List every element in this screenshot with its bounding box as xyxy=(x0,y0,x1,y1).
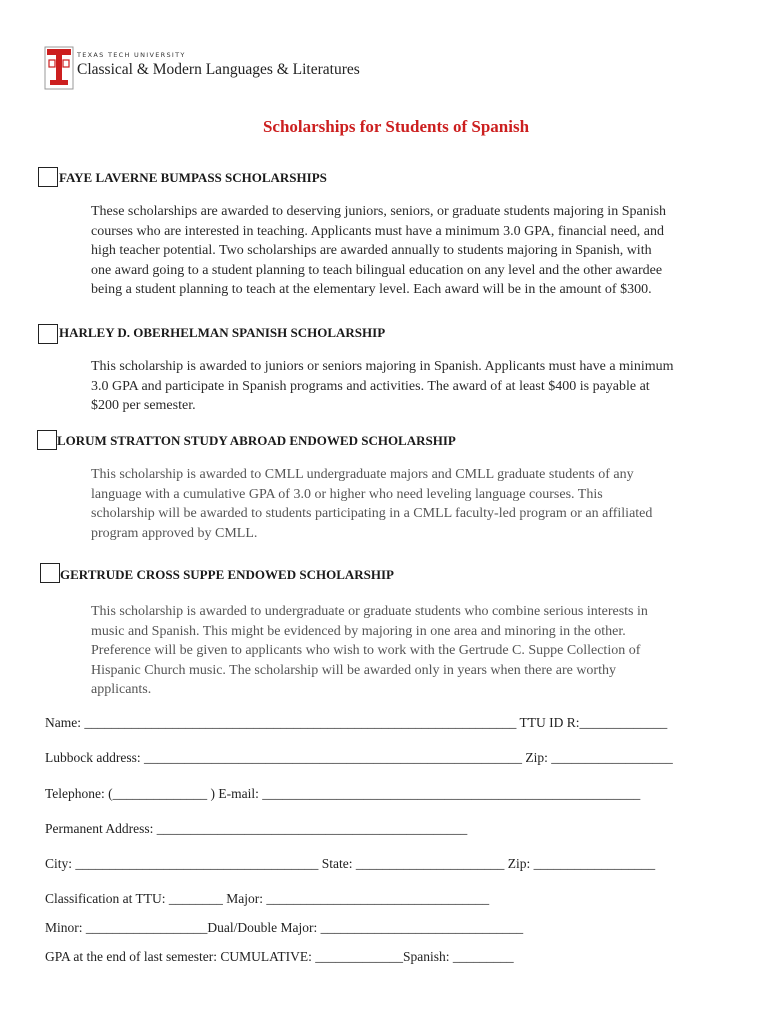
permanent-address-field[interactable]: Permanent Address: ______________________________________________ xyxy=(45,821,468,836)
ttu-double-t-icon xyxy=(44,46,74,90)
heading-suppe: GERTRUDE CROSS SUPPE ENDOWED SCHOLARSHIP xyxy=(60,567,394,582)
classification-major-field[interactable]: Classification at TTU: ________ Major: _________________________________ xyxy=(45,891,490,906)
heading-bumpass: FAYE LAVERNE BUMPASS SCHOLARSHIPS xyxy=(59,170,327,185)
heading-oberhelman: HARLEY D. OBERHELMAN SPANISH SCHOLARSHIP xyxy=(59,325,386,340)
checkbox-oberhelman[interactable] xyxy=(38,324,58,344)
checkbox-bumpass[interactable] xyxy=(38,167,58,187)
description-stratton: This scholarship is awarded to CMLL undergraduate majors and CMLL graduate students of any language with a cumulative GPA of 3.0 or higher who need leveling language courses. This scholarship will be awarded to students participating in a CMLL faculty-led program or an affiliated program approved by CMLL. xyxy=(91,467,653,541)
gpa-field[interactable]: GPA at the end of last semester: CUMULATIVE: _____________Spanish: _________ xyxy=(45,949,514,964)
description-oberhelman: This scholarship is awarded to juniors or seniors majoring in Spanish. Applicants must have a minimum 3.0 GPA and participate in Spanish programs and activities. The award of at least $400 is payable at $200 per semester. xyxy=(91,359,674,413)
university-name: TEXAS TECH UNIVERSITY xyxy=(77,51,186,59)
telephone-email-field[interactable]: Telephone: (______________ ) E-mail: ________________________________________________________ xyxy=(45,786,641,801)
city-state-zip-field[interactable]: City: ____________________________________ State: ______________________ Zip: __________________ xyxy=(45,856,656,871)
name-id-field[interactable]: Name: ________________________________________________________________ TTU ID R:_____________ xyxy=(45,715,668,730)
description-bumpass: These scholarships are awarded to deserving juniors, seniors, or graduate students majoring in Spanish courses who are interested in teaching. Applicants must have a minimum 3.0 GPA, financial need, and high teacher potential. Two scholarships are awarded annually to students majoring in Spanish, with one award going to a student planning to teach bilingual education on any level and the other awardee being a student planning to teach at the elementary level. Each award will be in the amount of $300. xyxy=(91,204,667,297)
minor-double-major-field[interactable]: Minor: __________________Dual/Double Major: ______________________________ xyxy=(45,920,524,935)
page-title: Scholarships for Students of Spanish xyxy=(262,117,530,136)
department-name: Classical & Modern Languages & Literatures xyxy=(77,61,360,78)
checkbox-suppe[interactable] xyxy=(40,563,60,583)
description-suppe: This scholarship is awarded to undergraduate or graduate students who combine serious interests in music and Spanish. This might be evidenced by majoring in one area and minoring in the other. Preference will be given to applicants who wish to work with the Gertrude C. Suppe Collection of Hispanic Church music. The scholarship will be awarded only in years when there are worthy applicants. xyxy=(91,604,648,697)
lubbock-address-field[interactable]: Lubbock address: ________________________________________________________ Zip: __________________ xyxy=(45,750,673,765)
heading-stratton: LORUM STRATTON STUDY ABROAD ENDOWED SCHOLARSHIP xyxy=(57,433,456,448)
ttu-letterhead xyxy=(44,46,374,90)
checkbox-stratton[interactable] xyxy=(37,430,57,450)
